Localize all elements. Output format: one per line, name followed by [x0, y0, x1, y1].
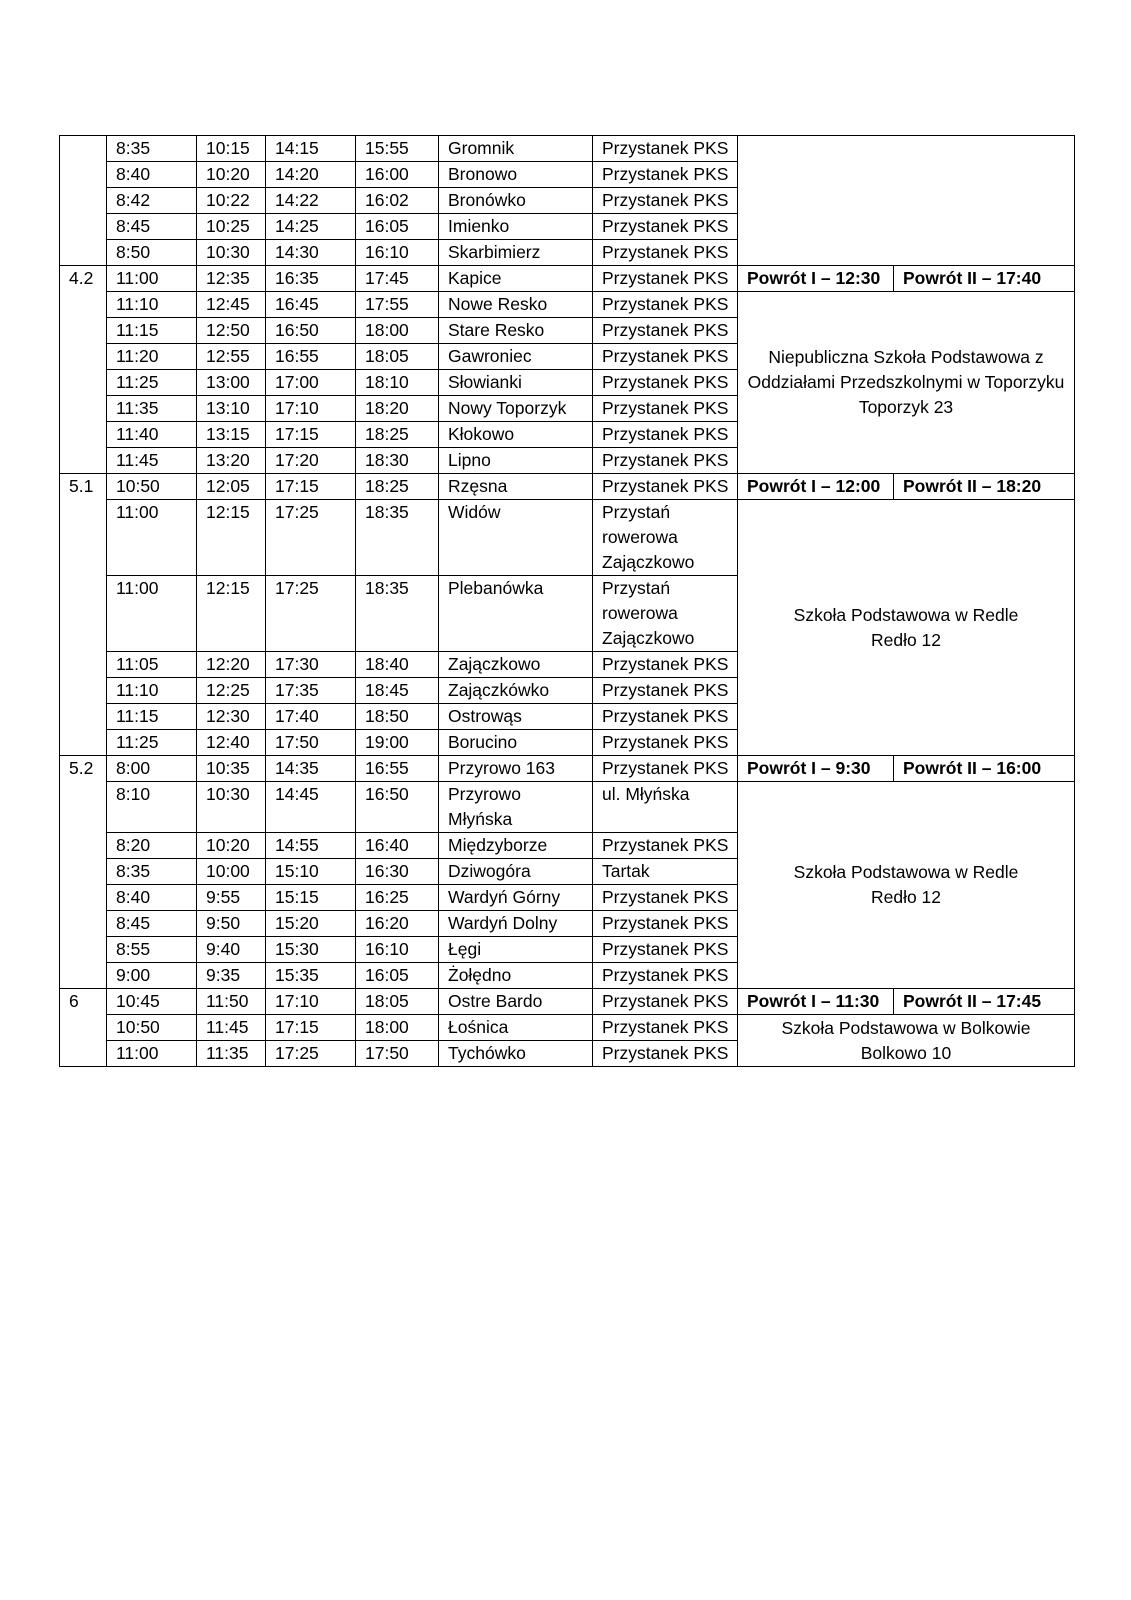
time-2: 13:00 [197, 370, 266, 396]
time-4: 18:50 [356, 704, 439, 730]
time-4: 17:45 [356, 266, 439, 292]
time-3: 17:20 [266, 448, 356, 474]
stop-name: Przystanek PKS [593, 188, 738, 214]
time-4: 16:25 [356, 885, 439, 911]
time-3: 16:55 [266, 344, 356, 370]
stop-name: Przystanek PKS [593, 1041, 738, 1067]
time-1: 8:40 [107, 162, 197, 188]
time-4: 18:20 [356, 396, 439, 422]
return-2: Powrót II – 16:00 [894, 756, 1075, 782]
time-3: 14:30 [266, 240, 356, 266]
time-4: 18:05 [356, 989, 439, 1015]
stop-name: Przystanek PKS [593, 652, 738, 678]
time-2: 10:25 [197, 214, 266, 240]
time-2: 12:30 [197, 704, 266, 730]
table-row [60, 266, 1075, 292]
school-cell [738, 136, 1075, 266]
time-1: 8:35 [107, 859, 197, 885]
place-name: Borucino [439, 730, 593, 756]
stop-name: Przystanek PKS [593, 422, 738, 448]
time-4: 17:55 [356, 292, 439, 318]
time-1: 11:40 [107, 422, 197, 448]
stop-name: Przystanek PKS [593, 266, 738, 292]
place-name: Bronowo [439, 162, 593, 188]
school-name: Szkoła Podstawowa w Redle [793, 862, 1019, 882]
time-3: 14:55 [266, 833, 356, 859]
time-4: 16:20 [356, 911, 439, 937]
time-3: 17:15 [266, 474, 356, 500]
time-4: 15:55 [356, 136, 439, 162]
time-4: 17:50 [356, 1041, 439, 1067]
time-4: 16:05 [356, 963, 439, 989]
time-4: 16:50 [356, 782, 439, 833]
time-3: 17:10 [266, 989, 356, 1015]
place-name: Stare Resko [439, 318, 593, 344]
route-number-cont [60, 344, 107, 474]
time-1: 11:00 [107, 576, 197, 652]
time-1: 11:10 [107, 678, 197, 704]
school-cell [738, 292, 1075, 474]
time-1: 8:35 [107, 136, 197, 162]
time-2: 11:50 [197, 989, 266, 1015]
time-3: 15:30 [266, 937, 356, 963]
place-name: Ostrowąs [439, 704, 593, 730]
place-name: Bronówko [439, 188, 593, 214]
time-2: 12:40 [197, 730, 266, 756]
time-2: 12:20 [197, 652, 266, 678]
route-number: 4.2 [60, 266, 107, 344]
place-name: Plebanówka [439, 576, 593, 652]
time-3: 15:35 [266, 963, 356, 989]
time-2: 9:35 [197, 963, 266, 989]
time-1: 8:00 [107, 756, 197, 782]
time-1: 11:00 [107, 1041, 197, 1067]
return-2: Powrót II – 17:40 [894, 266, 1075, 292]
time-4: 16:02 [356, 188, 439, 214]
place-name: Imienko [439, 214, 593, 240]
place-name: Skarbimierz [439, 240, 593, 266]
stop-name: Przystanek PKS [593, 756, 738, 782]
time-4: 18:00 [356, 318, 439, 344]
return-1: Powrót I – 12:30 [738, 266, 894, 292]
place-name: Nowe Resko [439, 292, 593, 318]
school-address: Redło 12 [870, 629, 942, 650]
time-1: 10:50 [107, 1015, 197, 1041]
time-1: 11:25 [107, 370, 197, 396]
time-3: 14:45 [266, 782, 356, 833]
time-2: 13:10 [197, 396, 266, 422]
time-1: 8:45 [107, 911, 197, 937]
school-name: Szkoła Podstawowa w Bolkowie [781, 1017, 1031, 1038]
time-3: 17:30 [266, 652, 356, 678]
time-2: 12:15 [197, 500, 266, 576]
time-1: 11:10 [107, 292, 197, 318]
time-2: 12:35 [197, 266, 266, 292]
stop-name: Przystanek PKS [593, 136, 738, 162]
stop-name: Przystanek PKS [593, 730, 738, 756]
stop-name: Przystanek PKS [593, 1015, 738, 1041]
stop-name: Przystanek PKS [593, 885, 738, 911]
time-3: 17:00 [266, 370, 356, 396]
time-2: 10:00 [197, 859, 266, 885]
place-name: Przyrowo Młyńska [439, 782, 593, 833]
place-name: Kapice [439, 266, 593, 292]
time-1: 8:10 [107, 782, 197, 833]
school-cell [738, 1015, 1075, 1067]
place-name: Kłokowo [439, 422, 593, 448]
stop-name: Przystanek PKS [593, 318, 738, 344]
time-3: 15:10 [266, 859, 356, 885]
time-1: 11:45 [107, 448, 197, 474]
time-3: 17:25 [266, 500, 356, 576]
place-name: Ostre Bardo [439, 989, 593, 1015]
place-name: Nowy Toporzyk [439, 396, 593, 422]
stop-name: Przystanek PKS [593, 833, 738, 859]
stop-name: Przystanek PKS [593, 911, 738, 937]
stop-name: Przystanek PKS [593, 474, 738, 500]
place-name: Żołędno [439, 963, 593, 989]
stop-name: Przystanek PKS [593, 963, 738, 989]
table-row [60, 136, 1075, 162]
time-1: 11:00 [107, 266, 197, 292]
time-1: 8:55 [107, 937, 197, 963]
stop-name: Przystanek PKS [593, 396, 738, 422]
place-name: Lipno [439, 448, 593, 474]
time-1: 11:25 [107, 730, 197, 756]
table-row [60, 292, 1075, 318]
time-2: 10:20 [197, 833, 266, 859]
table-row [60, 500, 1075, 576]
time-2: 11:45 [197, 1015, 266, 1041]
time-1: 8:50 [107, 240, 197, 266]
time-4: 18:35 [356, 500, 439, 576]
school-cell [738, 782, 1075, 989]
place-name: Wardyń Dolny [439, 911, 593, 937]
time-3: 14:20 [266, 162, 356, 188]
place-name: Widów [439, 500, 593, 576]
time-4: 16:10 [356, 937, 439, 963]
stop-name: Przystanek PKS [593, 448, 738, 474]
stop-name: Przystanek PKS [593, 344, 738, 370]
time-3: 16:35 [266, 266, 356, 292]
time-2: 11:35 [197, 1041, 266, 1067]
place-name: Gawroniec [439, 344, 593, 370]
time-3: 16:45 [266, 292, 356, 318]
time-1: 10:45 [107, 989, 197, 1015]
time-3: 14:22 [266, 188, 356, 214]
time-3: 17:25 [266, 576, 356, 652]
stop-name: ul. Młyńska [593, 782, 738, 833]
time-2: 12:05 [197, 474, 266, 500]
stop-name: Przystanek PKS [593, 370, 738, 396]
time-4: 18:10 [356, 370, 439, 396]
place-name: Tychówko [439, 1041, 593, 1067]
time-2: 12:50 [197, 318, 266, 344]
time-4: 18:40 [356, 652, 439, 678]
school-address: Bolkowo 10 [860, 1042, 952, 1063]
stop-name: Przystanek PKS [593, 937, 738, 963]
time-2: 10:15 [197, 136, 266, 162]
time-2: 13:15 [197, 422, 266, 448]
time-4: 19:00 [356, 730, 439, 756]
time-1: 8:45 [107, 214, 197, 240]
time-1: 10:50 [107, 474, 197, 500]
stop-name: Przystanek PKS [593, 162, 738, 188]
table-row [60, 474, 1075, 500]
time-1: 8:40 [107, 885, 197, 911]
time-4: 16:55 [356, 756, 439, 782]
place-name: Rzęsna [439, 474, 593, 500]
stop-name: Przystanek PKS [593, 704, 738, 730]
time-3: 15:20 [266, 911, 356, 937]
time-3: 14:35 [266, 756, 356, 782]
time-2: 12:25 [197, 678, 266, 704]
time-4: 16:00 [356, 162, 439, 188]
school-address: Redło 12 [870, 887, 942, 907]
return-1: Powrót I – 12:00 [738, 474, 894, 500]
place-name: Słowianki [439, 370, 593, 396]
time-4: 18:30 [356, 448, 439, 474]
place-name: Wardyń Górny [439, 885, 593, 911]
time-1: 11:05 [107, 652, 197, 678]
route-number: 6 [60, 989, 107, 1067]
time-1: 8:20 [107, 833, 197, 859]
time-4: 18:05 [356, 344, 439, 370]
stop-name: Przystanek PKS [593, 292, 738, 318]
school-name: Niepubliczna Szkoła Podstawowa z Oddziałami Przedszkolnymi w Toporzyku [747, 347, 1065, 392]
time-1: 9:00 [107, 963, 197, 989]
time-1: 11:15 [107, 704, 197, 730]
time-2: 10:35 [197, 756, 266, 782]
time-1: 11:00 [107, 500, 197, 576]
place-name: Międzyborze [439, 833, 593, 859]
time-2: 12:55 [197, 344, 266, 370]
time-3: 15:15 [266, 885, 356, 911]
time-3: 17:40 [266, 704, 356, 730]
return-1: Powrót I – 11:30 [738, 989, 894, 1015]
place-name: Przyrowo 163 [439, 756, 593, 782]
place-name: Zajączkówko [439, 678, 593, 704]
time-3: 16:50 [266, 318, 356, 344]
time-3: 17:15 [266, 1015, 356, 1041]
place-name: Zajączkowo [439, 652, 593, 678]
time-4: 16:05 [356, 214, 439, 240]
route-number: 5.1 [60, 474, 107, 756]
time-3: 17:35 [266, 678, 356, 704]
place-name: Gromnik [439, 136, 593, 162]
time-3: 17:50 [266, 730, 356, 756]
time-4: 16:30 [356, 859, 439, 885]
time-1: 11:20 [107, 344, 197, 370]
time-4: 18:35 [356, 576, 439, 652]
time-3: 17:10 [266, 396, 356, 422]
stop-name: Przystanek PKS [593, 240, 738, 266]
time-2: 9:55 [197, 885, 266, 911]
table-row [60, 989, 1075, 1015]
school-cell [738, 500, 1075, 756]
time-2: 13:20 [197, 448, 266, 474]
time-4: 16:10 [356, 240, 439, 266]
stop-name: Przystanek PKS [593, 214, 738, 240]
place-name: Łęgi [439, 937, 593, 963]
return-2: Powrót II – 17:45 [894, 989, 1075, 1015]
time-2: 10:30 [197, 240, 266, 266]
time-2: 9:40 [197, 937, 266, 963]
time-2: 12:15 [197, 576, 266, 652]
time-3: 17:25 [266, 1041, 356, 1067]
place-name: Łośnica [439, 1015, 593, 1041]
time-4: 18:45 [356, 678, 439, 704]
time-2: 9:50 [197, 911, 266, 937]
stop-name: Tartak [593, 859, 738, 885]
stop-name: Przystań rowerowa Zajączkowo [593, 576, 738, 652]
time-2: 10:20 [197, 162, 266, 188]
school-address: Toporzyk 23 [858, 397, 954, 417]
stop-name: Przystanek PKS [593, 989, 738, 1015]
place-name: Dziwogóra [439, 859, 593, 885]
time-1: 8:42 [107, 188, 197, 214]
table-row [60, 756, 1075, 782]
time-4: 18:25 [356, 422, 439, 448]
time-3: 17:15 [266, 422, 356, 448]
school-name: Szkoła Podstawowa w Redle [793, 604, 1019, 625]
return-2: Powrót II – 18:20 [894, 474, 1075, 500]
time-2: 10:22 [197, 188, 266, 214]
time-4: 16:40 [356, 833, 439, 859]
time-1: 11:15 [107, 318, 197, 344]
route-number [60, 136, 107, 266]
stop-name: Przystań rowerowa Zajączkowo [593, 500, 738, 576]
table-row [60, 782, 1075, 833]
stop-name: Przystanek PKS [593, 678, 738, 704]
time-2: 12:45 [197, 292, 266, 318]
time-4: 18:00 [356, 1015, 439, 1041]
time-3: 14:25 [266, 214, 356, 240]
time-1: 11:35 [107, 396, 197, 422]
time-3: 14:15 [266, 136, 356, 162]
return-1: Powrót I – 9:30 [738, 756, 894, 782]
table-row [60, 1015, 1075, 1041]
time-2: 10:30 [197, 782, 266, 833]
route-number: 5.2 [60, 756, 107, 989]
schedule-table [59, 135, 1075, 1067]
time-4: 18:25 [356, 474, 439, 500]
